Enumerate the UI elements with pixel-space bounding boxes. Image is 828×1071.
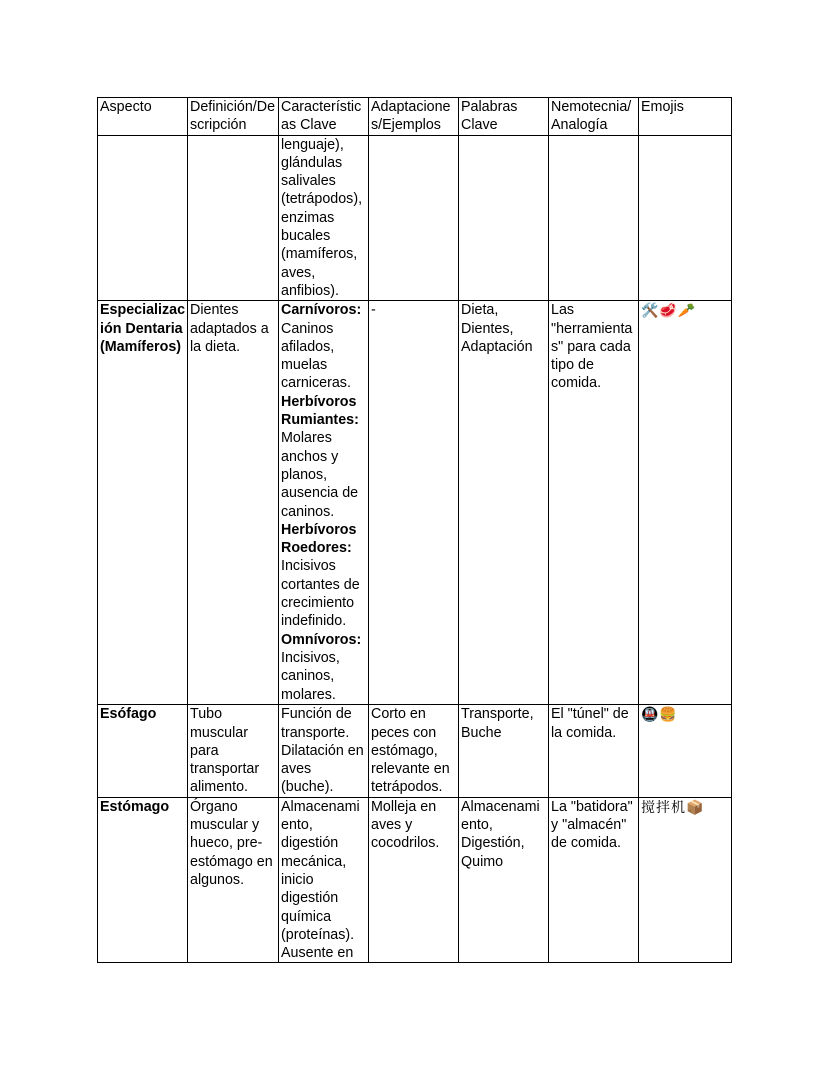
cell-palabras-clave: Transporte, Buche <box>459 705 549 797</box>
cell-aspecto: Esófago <box>98 705 188 797</box>
table-row <box>98 301 732 705</box>
category-text: Caninos afilados, muelas carniceras. <box>281 320 351 392</box>
table-row <box>98 135 732 301</box>
cell-adaptaciones: - <box>369 301 459 705</box>
cell-caracteristicas <box>279 135 369 301</box>
category-text: Función de transporte. Dilatación en aves (buche). <box>281 706 364 796</box>
header-adaptaciones: Adaptaciones/Ejemplos <box>369 98 459 136</box>
table-row <box>98 705 732 797</box>
cell-adaptaciones <box>369 135 459 301</box>
cell-nemotecnia: El "túnel" de la comida. <box>549 705 639 797</box>
header-caracteristicas: Características Clave <box>279 98 369 136</box>
cell-palabras-clave: Almacenamiento, Digestión, Quimo <box>459 797 549 963</box>
cell-emojis: 搅拌机📦 <box>639 797 732 963</box>
cell-definicion: Tubo muscular para transportar alimento. <box>188 705 279 797</box>
table-row <box>98 797 732 963</box>
cell-adaptaciones: Molleja en aves y cocodrilos. <box>369 797 459 963</box>
cell-aspecto <box>98 135 188 301</box>
cell-definicion: Dientes adaptados a la dieta. <box>188 301 279 705</box>
biology-table <box>97 97 732 963</box>
cell-definicion: Órgano muscular y hueco, pre-estómago en algunos. <box>188 797 279 963</box>
category-text: Molares anchos y planos, ausencia de caninos. <box>281 430 359 520</box>
cell-palabras-clave <box>459 135 549 301</box>
category-label: Herbívoros Roedores: <box>281 521 357 557</box>
category-label: Herbívoros Rumiantes: <box>281 393 359 429</box>
header-nemotecnia: Nemotecnia/Analogía <box>549 98 639 136</box>
cell-nemotecnia: La "batidora" y "almacén" de comida. <box>549 797 639 963</box>
category-text: Incisivos cortantes de crecimiento indefinido. <box>281 558 360 630</box>
header-row <box>98 98 732 136</box>
cell-caracteristicas <box>279 705 369 797</box>
cell-aspecto: Estómago <box>98 797 188 963</box>
cell-aspecto: Especialización Dentaria (Mamíferos) <box>98 301 188 705</box>
category-label: Carnívoros: <box>281 302 362 319</box>
category-text: lenguaje), glándulas salivales (tetrápodos), enzimas bucales (mamíferos, aves, anfibios). <box>281 136 363 299</box>
header-definicion: Definición/Descripción <box>188 98 279 136</box>
header-aspecto: Aspecto <box>98 98 188 136</box>
cell-palabras-clave: Dieta, Dientes, Adaptación <box>459 301 549 705</box>
cell-nemotecnia: Las "herramientas" para cada tipo de comida. <box>549 301 639 705</box>
cell-emojis <box>639 135 732 301</box>
header-emojis: Emojis <box>639 98 732 136</box>
cell-definicion <box>188 135 279 301</box>
category-text: Incisivos, caninos, molares. <box>281 649 340 703</box>
cell-nemotecnia <box>549 135 639 301</box>
cell-caracteristicas <box>279 301 369 705</box>
cell-emojis: 🚇🍔 <box>639 705 732 797</box>
cell-emojis: 🛠️🥩🥕 <box>639 301 732 705</box>
cell-caracteristicas <box>279 797 369 963</box>
header-palabras: Palabras Clave <box>459 98 549 136</box>
cell-adaptaciones: Corto en peces con estómago, relevante en tetrápodos. <box>369 705 459 797</box>
category-text: Almacenamiento, digestión mecánica, inicio digestión química (proteínas). Ausente en <box>281 798 360 962</box>
category-label: Omnívoros: <box>281 631 362 648</box>
